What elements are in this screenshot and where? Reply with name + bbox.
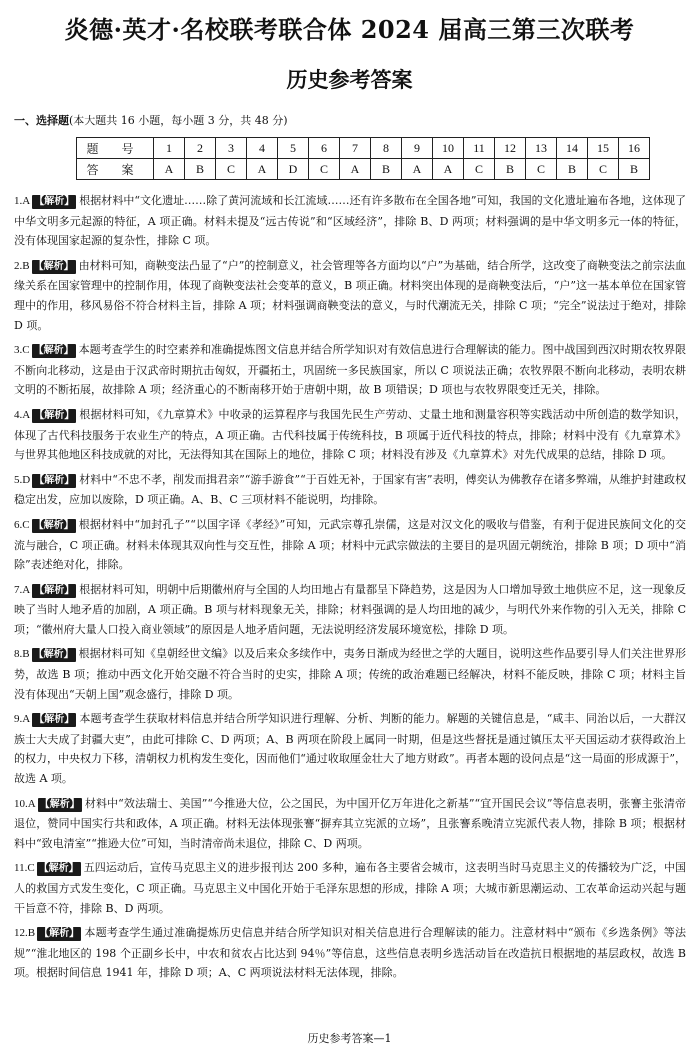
- answer-cell: B: [495, 159, 526, 180]
- answer-number: 9.A: [14, 713, 31, 726]
- page-title: 历史参考答案: [286, 68, 413, 92]
- answer-cell: C: [309, 159, 340, 180]
- explanation-item: [14, 405, 686, 465]
- explanation-item: [14, 470, 686, 510]
- section-note: (本大题共 16 小题，每小题 3 分，共 48 分): [69, 114, 288, 127]
- explanation-text: 材料中“效法瑞士、美国”“今推逊大位，公之国民，为中国开亿万年进化之新基”“宜开国民会议”等信息表明，张謇主张清帝退位，赞同中国实行共和政体，A 项正确。材料无法体现张謇“摒弃其立宪派的立场”，且张謇系晚清立宪派代表人物，排除 B 项；根据材料中“致电清室”“推逊大位”可知，当时清帝尚未退位，排除 C、D 两项。: [14, 796, 686, 850]
- page-footer: 历史参考答案—1: [307, 1032, 392, 1045]
- answer-cell: A: [433, 159, 464, 180]
- explanation-text: 根据材料可知，明朝中后期徽州府与全国的人均田地占有量都呈下降趋势，这是因为人口增加导致土地供应不足，这一现象反映了当时人地矛盾的加剧，A 项正确。B 项与材料现象无关，排除；材料强调的是人均田地的减少，与明代外来作物的引入无关，排除 C 项；“徽州府大量人口投入商业领域”的原因是人地矛盾问题，无法说明经济发展环境宽松，排除 D 项。: [14, 582, 686, 636]
- question-number-cell: 14: [557, 138, 588, 159]
- answer-number: 1.A: [14, 195, 31, 207]
- explanation-text: 本题考查学生的时空素养和准确提炼图文信息并结合所学知识对有效信息进行合理解读的能力。图中战国到西汉时期农牧界限不断向北移动，这是由于汉武帝时期抗击匈奴，开疆拓土，巩固统一多民族国家，所以 C 项说法正确；农牧界限不断向北移动，表明农耕文明的不断拓展，故排除 A 项；经济重心的不断南移开始于唐朝中期，故 B 项错误；D 项也与农牧界限变迁无关，排除。: [14, 343, 686, 397]
- section-heading: [14, 112, 288, 128]
- answer-cell: A: [340, 159, 371, 180]
- question-number-cell: 2: [185, 138, 216, 159]
- question-number-cell: 3: [216, 138, 247, 159]
- analysis-tag: 【解析】: [34, 584, 75, 596]
- question-number-cell: 11: [464, 138, 495, 159]
- answer-cell: B: [619, 159, 650, 180]
- answer-cell: B: [371, 159, 402, 180]
- question-number-cell: 12: [495, 138, 526, 159]
- question-number-cell: 9: [402, 138, 433, 159]
- answer-cell: C: [526, 159, 557, 180]
- analysis-tag: 【解析】: [38, 863, 79, 875]
- explanation-item: [14, 709, 686, 788]
- explanation-item: [14, 923, 686, 983]
- explanation-list: [14, 191, 686, 988]
- answer-number: 5.D: [14, 473, 31, 486]
- question-number-cell: 15: [588, 138, 619, 159]
- explanation-item: [14, 256, 686, 335]
- analysis-tag: 【解析】: [34, 714, 75, 726]
- answer-number: 3.C: [14, 344, 30, 357]
- analysis-tag: 【解析】: [39, 928, 80, 940]
- analysis-tag: 【解析】: [34, 474, 75, 486]
- answer-number: 4.A: [14, 408, 31, 421]
- analysis-tag: 【解析】: [34, 196, 75, 207]
- analysis-tag: 【解析】: [33, 519, 74, 531]
- analysis-tag: 【解析】: [39, 798, 80, 810]
- question-number-cell: 4: [247, 138, 278, 159]
- explanation-item: [14, 858, 686, 918]
- answer-cell: D: [278, 159, 309, 180]
- question-number-cell: 5: [278, 138, 309, 159]
- exam-title: 炎德·英才·名校联考联合体 2024 届高三第三次联考: [64, 15, 635, 44]
- analysis-tag: 【解析】: [33, 649, 74, 661]
- answer-cell: B: [185, 159, 216, 180]
- answer-number: 7.A: [14, 583, 31, 596]
- analysis-tag: 【解析】: [33, 345, 74, 357]
- question-number-cell: 10: [433, 138, 464, 159]
- answer-cell: C: [216, 159, 247, 180]
- section-label: 一、选择题: [14, 114, 69, 127]
- explanation-item: [14, 794, 686, 854]
- question-number-cell: 16: [619, 138, 650, 159]
- answer-row: [77, 159, 650, 180]
- question-number-cell: 8: [371, 138, 402, 159]
- explanation-text: 本题考查学生通过准确提炼历史信息并结合所学知识对相关信息进行合理解读的能力。注意材料中“颁布《乡选条例》等法规”“淮北地区的 198 个正副乡长中，中农和贫农占比达到 94％”等信息，这些信息表明乡选活动旨在改造抗日根据地的基层政权，故选 B 项。根据时间信息 1941 年，排除 D 项；A、C 两项说法材料无法体现，排除。: [14, 926, 686, 980]
- explanation-text: 根据材料中“文化遗址……除了黄河流域和长江流域……还有许多散布在全国各地”可知，我国的文化遗址遍布各地，这体现了中华文明多元起源的特征，A 项正确。材料未提及“远古传说”和“区域经济”，排除 B、D 两项；材料强调的是中华文明多元一体的特征，没有体现国家起源的复杂性，排除 C 项。: [14, 194, 686, 248]
- answer-cell: A: [402, 159, 433, 180]
- answer-number: 6.C: [14, 518, 30, 531]
- answer-number: 10.A: [14, 797, 36, 810]
- explanation-text: 本题考查学生获取材料信息并结合所学知识进行理解、分析、判断的能力。解题的关键信息是，“咸丰、同治以后，一大群汉族士大夫成了封疆大吏”，由此可排除 C、D 两项；A、B 两项在阶段上属同一时期，但是这些督抚是通过镇压太平天国运动才获得政治上的权力，中央权力下移，清朝权力机构发生变化，因而他们“通过收取厘金壮大了地方财政”。再者本题的设问点是“这一局面的形成源于”，故选 A 项。: [14, 712, 686, 786]
- question-number-header: 题 号: [77, 138, 154, 159]
- answer-cell: B: [557, 159, 588, 180]
- explanation-text: 五四运动后，宣传马克思主义的进步报刊达 200 多种，遍布各主要省会城市，这表明当时马克思主义的传播较为广泛，中国人的救国方式发生变化，C 项正确。马克思主义中国化开始于毛泽东思想的形成，排除 A 项；大城市新思潮运动、工农革命运动兴起与题干旨意不符，排除 B、D 两项。: [14, 861, 686, 915]
- answer-cell: C: [588, 159, 619, 180]
- explanation-item: [14, 191, 686, 251]
- explanation-text: 根据材料可知《皇朝经世文编》以及后来众多续作中，夷务日渐成为经世之学的大题目，说明这些作品要引导人们关注世界形势，故选 B 项；推动中西文化开始交融不符合当时的史实，排除 A 项；传统的政治难题已经解决，材料不能反映，排除 C 项；材料主旨没有体现出“天朝上国”观念盛行，排除 D 项。: [14, 647, 686, 701]
- answer-number: 2.B: [14, 259, 30, 272]
- answer-number: 8.B: [14, 648, 30, 661]
- question-number-cell: 6: [309, 138, 340, 159]
- answer-cell: A: [154, 159, 185, 180]
- answer-number: 12.B: [14, 927, 36, 940]
- analysis-tag: 【解析】: [34, 409, 75, 421]
- explanation-text: 由材料可知，商鞅变法凸显了“户”的控制意义，社会管理等各方面均以“户”为基础，结合所学，这改变了商鞅变法之前宗法血缘关系在国家管理中的控制作用，体现了商鞅变法社会变革的意义，B 项正确。材料突出体现的是商鞅变法后，“户”这一基本单位在国家管理中的作用，移风易俗不符合材料主旨，排除 A 项；材料强调商鞅变法的意义，与时代潮流无关，排除 C 项；“完全”说法过于绝对，排除 D 项。: [14, 258, 686, 332]
- question-number-cell: 1: [154, 138, 185, 159]
- explanation-item: [14, 644, 686, 704]
- explanation-text: 根据材料可知，《九章算术》中收录的运算程序与我国先民生产劳动、丈量土地和测量容积等实践活动中所创造的数学知识，体现了古代科技服务于农业生产的特点，A 项正确。古代科技属于传统科技，B 项属于近代科技的特点，排除；材料中没有《九章算术》与世界其他地区科技成就的对比，无法得知其在国际上的地位，排除 C 项；材料没有涉及《九章算术》对先代成果的总结，排除 D 项。: [14, 407, 686, 462]
- question-number-cell: 13: [526, 138, 557, 159]
- question-number-row: [77, 138, 650, 159]
- explanation-item: [14, 580, 686, 640]
- answer-cell: C: [464, 159, 495, 180]
- analysis-tag: 【解析】: [33, 260, 74, 272]
- explanation-text: 根据材料中“加封孔子”“以国字译《孝经》”可知，元武宗尊孔崇儒，这是对汉文化的吸收与借鉴，有利于促进民族间文化的交流与融合，C 项正确。材料未体现其双向性与交互性，排除 A 项；材料中元武宗做法的主要目的是巩固元朝统治，排除 B 项；D 项中“消除”表述绝对化，排除。: [14, 517, 686, 572]
- answer-cell: A: [247, 159, 278, 180]
- explanation-text: 材料中“不忠不孝，削发而揖君亲”“游手游食”“于百姓无补，于国家有害”表明，傅奕认为佛教存在诸多弊端，从维护封建政权稳定出发，应加以废除，D 项正确。A、B、C 三项材料不能说明，均排除。: [14, 472, 686, 507]
- answer-table: [76, 137, 650, 180]
- question-number-cell: 7: [340, 138, 371, 159]
- answer-header: 答 案: [77, 159, 154, 180]
- explanation-item: [14, 340, 686, 400]
- answer-number: 11.C: [14, 862, 35, 875]
- explanation-item: [14, 515, 686, 575]
